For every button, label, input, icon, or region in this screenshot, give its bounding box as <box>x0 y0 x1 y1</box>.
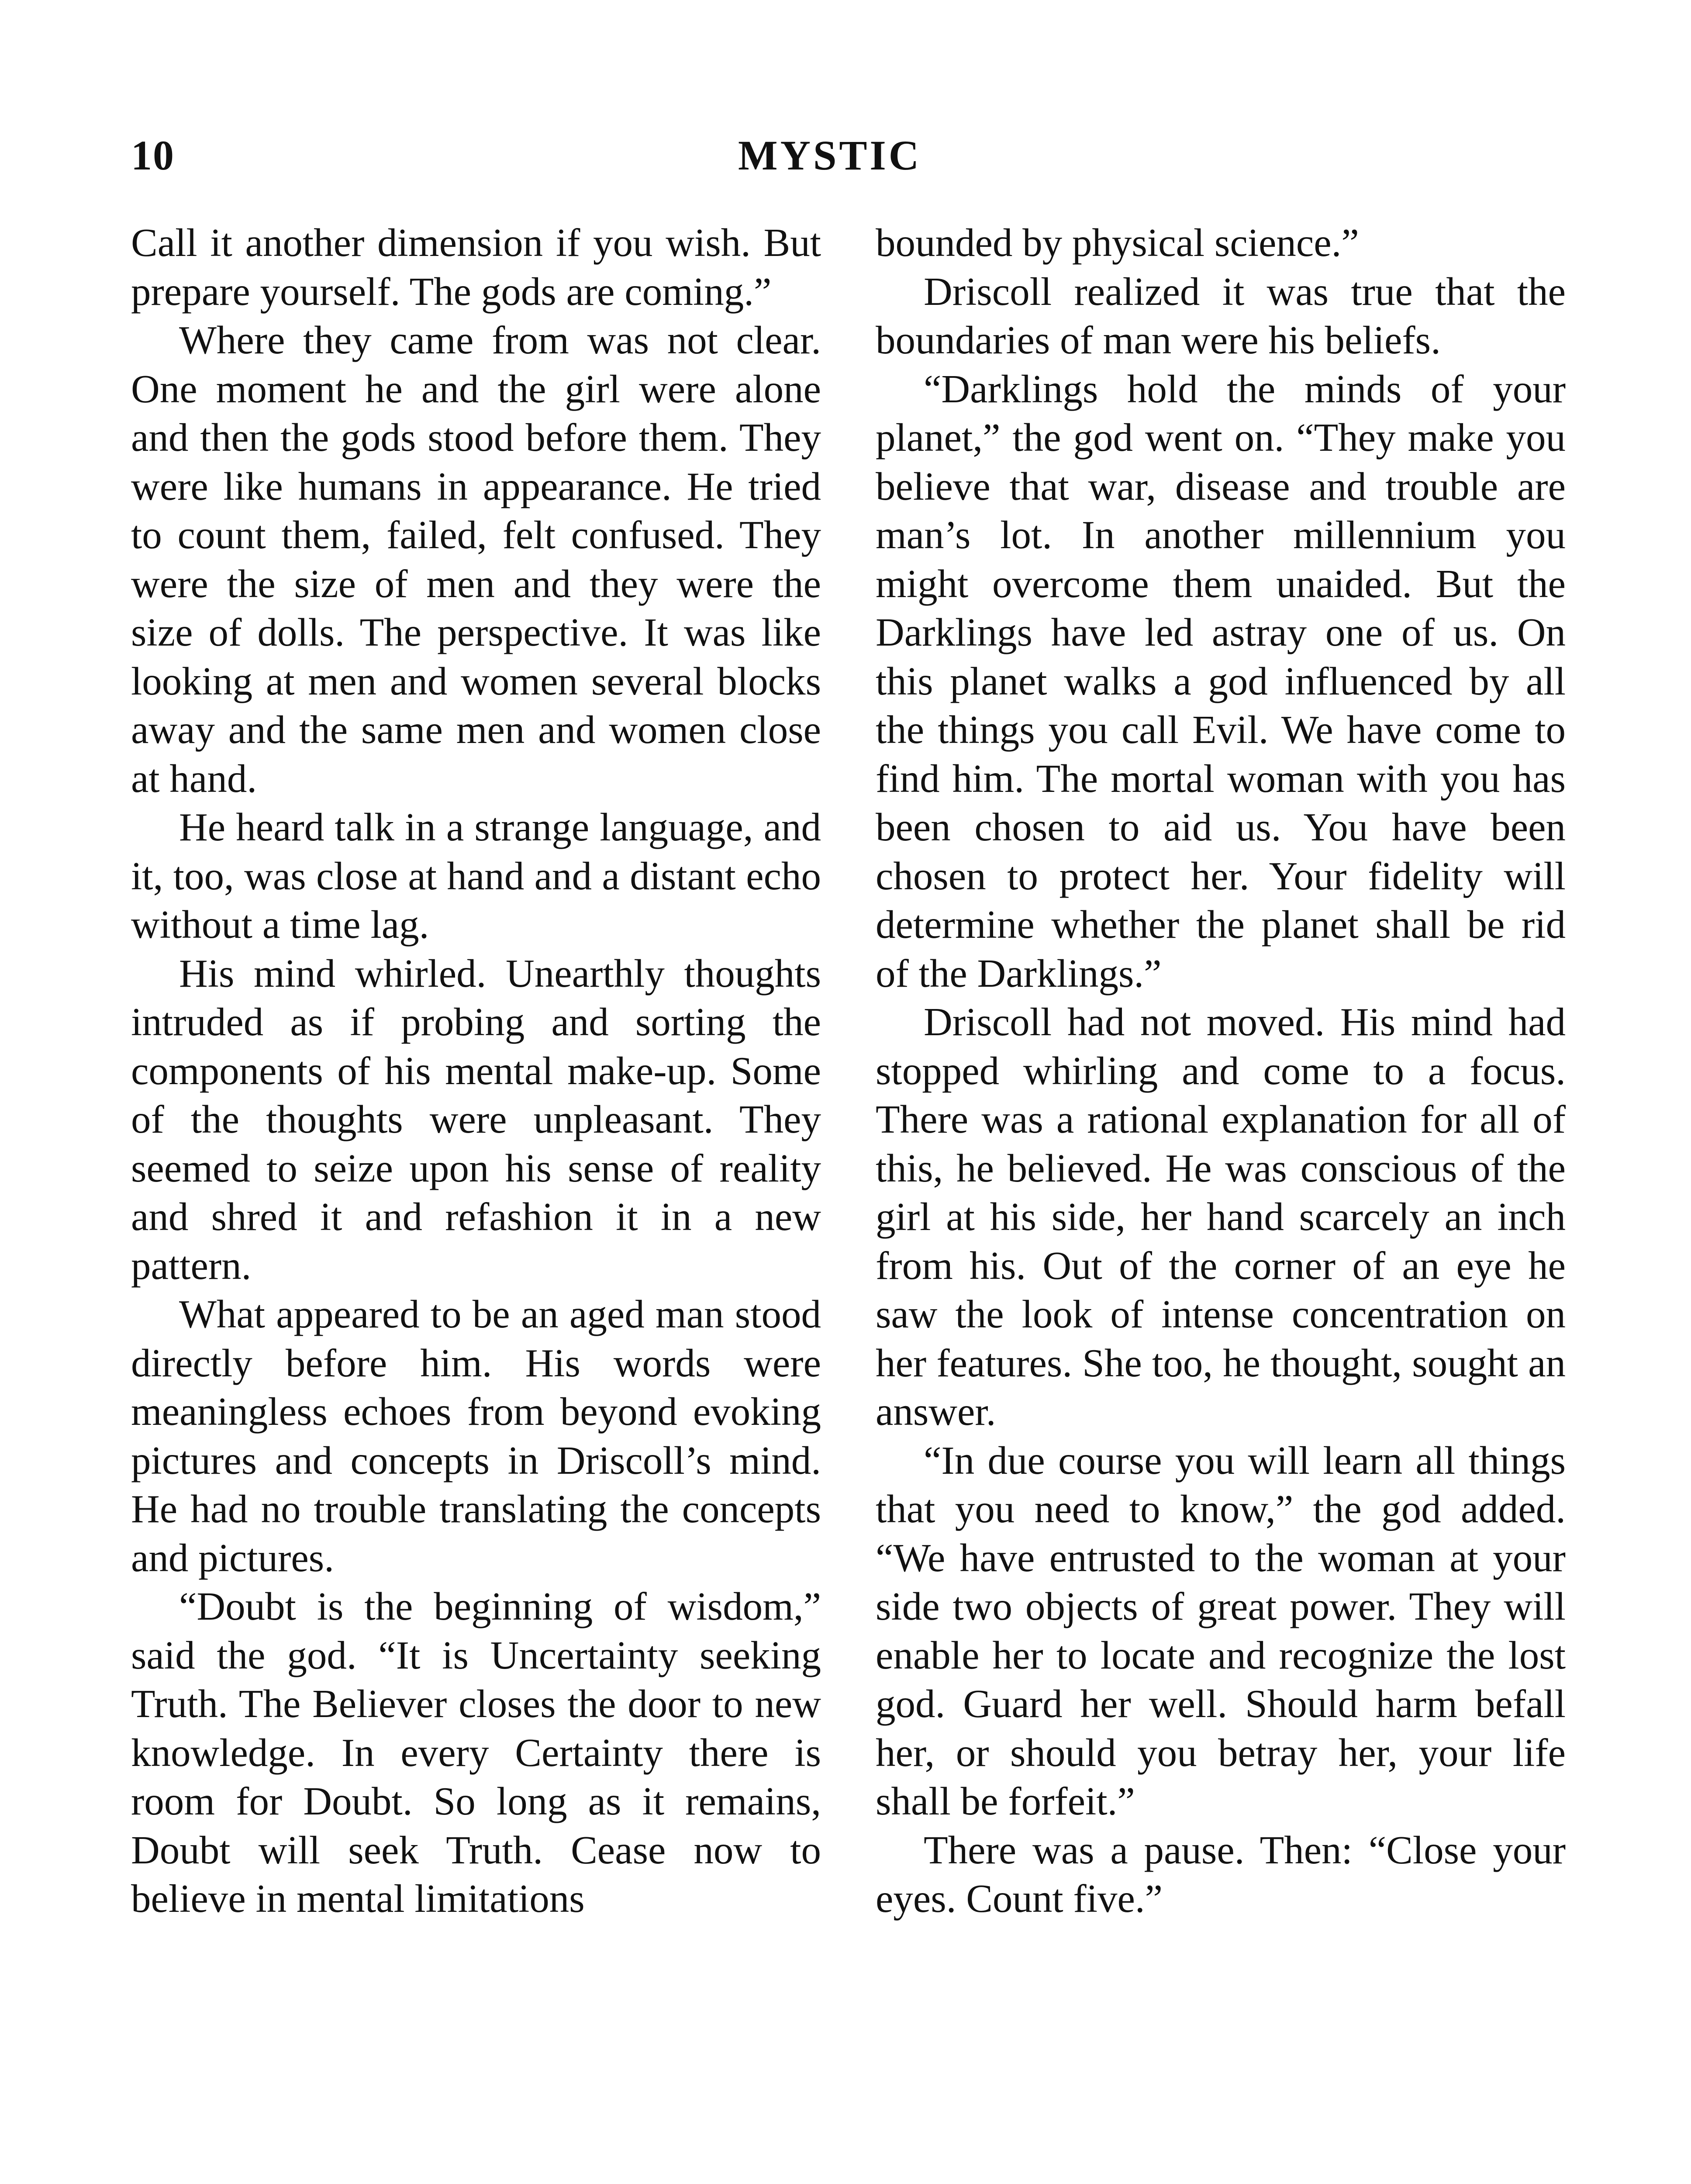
paragraph: bounded by physical science.” <box>876 221 1359 265</box>
page-number: 10 <box>131 132 175 179</box>
paragraph: “Darklings hold the minds of your planet,” the god went on. “They make you believe that war, disease and trouble are man’s lot. In another millennium you might overcome them unaided. But the Darklings have led astray one of us. On this planet walks a god influenced by all the things you call Evil. We have come to find him. The mortal woman with you has been chosen to aid us. You have been chosen to protect her. Your fidelity will determine whether the planet shall be rid of the Darklings.” <box>876 366 1566 995</box>
paragraph: What appeared to be an aged man stood directly before him. His words were meaningless echoes from beyond evoking pictures and concepts in Driscoll’s mind. He had no trouble translating the concepts and pictures. <box>131 1292 821 1580</box>
paragraph: His mind whirled. Unearthly thoughts intruded as if probing and sorting the components of his mental make-up. Some of the thoughts were unpleasant. They seemed to seize upon his sense of reality and shred it and refashion it in a new pattern. <box>131 951 821 1288</box>
paragraph: “In due course you will learn all things that you need to know,” the god added. “We have entrusted to the woman at your side two objects of great power. They will enable her to locate and recognize the lost god. Guard her well. Should harm befall her, or should you betray her, your life shall be forfeit.” <box>876 1438 1566 1823</box>
paragraph: There was a pause. Then: “Close your eyes. Count five.” <box>876 1828 1566 1921</box>
page-header <box>131 131 1572 197</box>
paragraph: Call it another dimension if you wish. But prepare yourself. The gods are coming.” <box>131 221 821 314</box>
running-title: MYSTIC <box>738 132 922 179</box>
paragraph: Where they came from was not clear. One moment he and the girl were alone and then the gods stood before them. They were like humans in appearance. He tried to count them, failed, felt confused. They were the size of men and they were the size of dolls. The perspective. It was like looking at men and women several blocks away and the same men and women close at hand. <box>131 318 821 801</box>
paragraph: Driscoll realized it was true that the boundaries of man were his beliefs. <box>876 269 1566 362</box>
paragraph: “Doubt is the beginning of wisdom,” said the god. “It is Uncertainty seeking Truth. The Believer closes the door to new knowledge. In every Certainty there is room for Doubt. So long as it remains, Doubt will seek Truth. Cease now to believe in mental limitations <box>131 1584 821 1921</box>
right-column <box>876 218 1566 1923</box>
paragraph: He heard talk in a strange language, and it, too, was close at hand and a distant echo without a time lag. <box>131 805 821 947</box>
paragraph: Driscoll had not moved. His mind had stopped whirling and come to a focus. There was a rational explanation for all of this, he believed. He was conscious of the girl at his side, her hand scarcely an inch from his. Out of the corner of an eye he saw the look of intense concentration on her features. She too, he thought, sought an answer. <box>876 1000 1566 1434</box>
left-column <box>131 218 821 1923</box>
